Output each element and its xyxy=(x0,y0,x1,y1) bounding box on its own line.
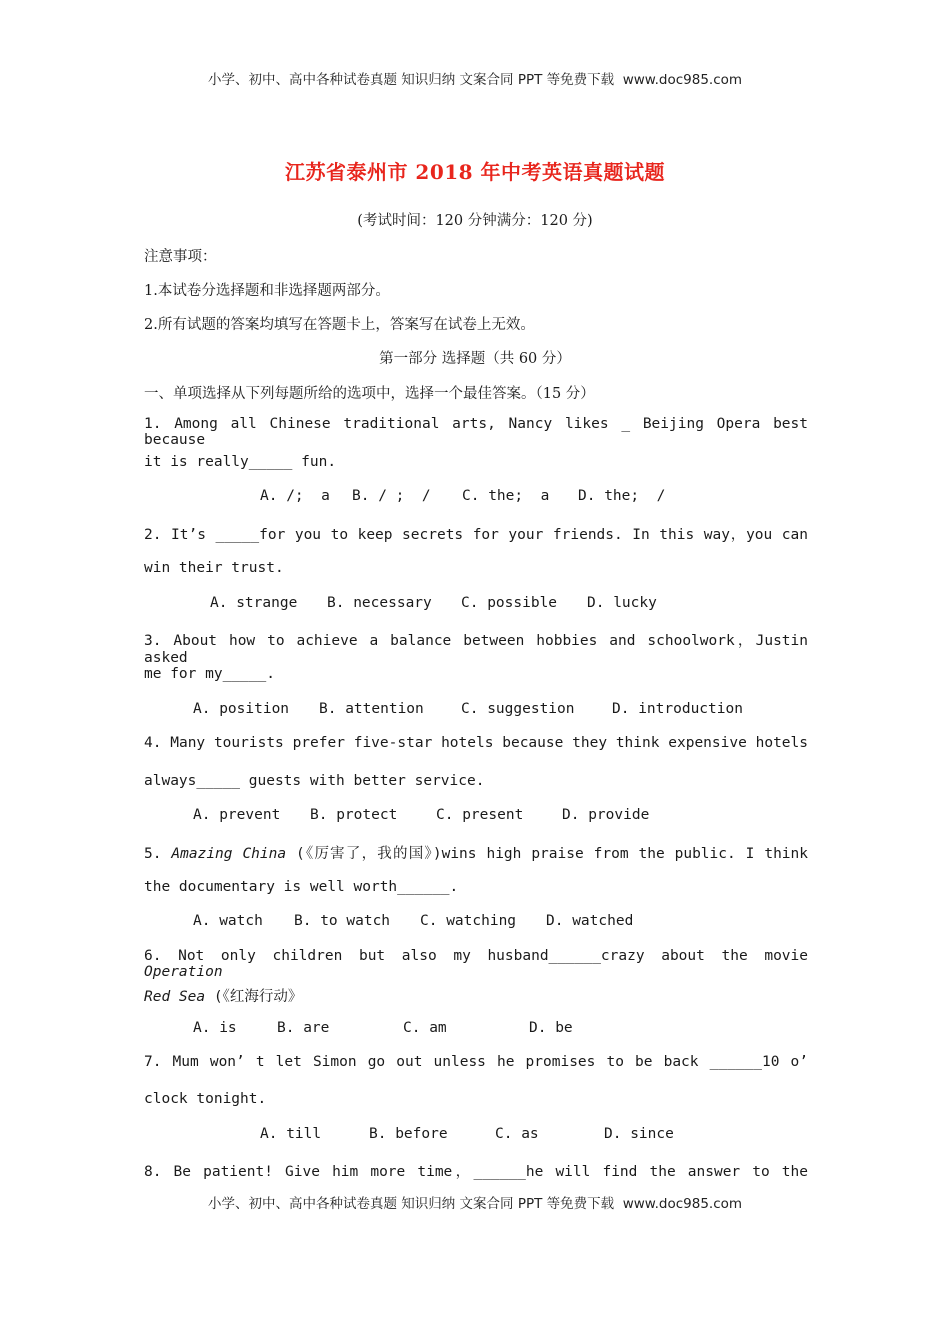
question-6-title-italic: Operation xyxy=(144,964,223,980)
question-5-options xyxy=(193,913,633,929)
option-c: C. as xyxy=(495,1126,539,1142)
page-header: 小学、初中、高中各种试卷真题 知识归纳 文案合同 PPT 等免费下载 www.doc985.com xyxy=(207,72,743,88)
option-a: A. prevent xyxy=(193,807,281,823)
exam-title: 江苏省泰州市 2018 年中考英语真题试题 xyxy=(284,160,666,184)
question-5-rest: (《厉害了，我的国》)wins high praise from the public. I think xyxy=(286,846,808,862)
notes-heading: 注意事项： xyxy=(144,249,217,265)
question-5-line2: the documentary is well worth______. xyxy=(144,879,459,895)
question-2-line1: 2. It’s _____for you to keep secrets for your friends. In this way，you can xyxy=(144,527,808,543)
option-b: B. before xyxy=(369,1126,448,1142)
question-5-title-italic: Amazing China xyxy=(171,846,287,862)
page-footer: 小学、初中、高中各种试卷真题 知识归纳 文案合同 PPT 等免费下载 www.doc985.com xyxy=(207,1196,743,1212)
option-c: C. watching xyxy=(420,913,517,929)
option-d: D. introduction xyxy=(612,701,743,717)
option-b: B. / ; / xyxy=(352,488,431,504)
question-5-number: 5. xyxy=(144,846,172,862)
option-d: D. since xyxy=(604,1126,674,1142)
question-6-title-italic-2: Red Sea xyxy=(144,989,206,1005)
note-item: 1.本试卷分选择题和非选择题两部分。 xyxy=(144,283,390,299)
option-a: A. position xyxy=(193,701,290,717)
question-4-line1: 4. Many tourists prefer five-star hotels because they think expensive hotels xyxy=(144,735,808,751)
option-a: A. watch xyxy=(193,913,263,929)
question-7-line1: 7. Mum won’ t let Simon go out unless he promises to be back ______10 o’ xyxy=(144,1054,808,1070)
option-d: D. be xyxy=(529,1020,573,1036)
option-d: D. provide xyxy=(562,807,650,823)
question-4-options xyxy=(193,807,649,823)
question-4-line2: always_____ guests with better service. xyxy=(144,773,485,789)
option-b: B. to watch xyxy=(294,913,391,929)
option-c: C. suggestion xyxy=(461,701,575,717)
option-b: B. are xyxy=(277,1020,330,1036)
question-3-options xyxy=(193,701,743,717)
option-d: D. watched xyxy=(546,913,634,929)
exam-info: (考试时间：120 分钟满分：120 分) xyxy=(357,213,593,229)
question-6-text: 6. Not only children but also my husband______crazy about the movie xyxy=(144,948,808,964)
part-title: 第一部分 选择题（共 60 分） xyxy=(379,351,571,367)
option-a: A. is xyxy=(193,1020,237,1036)
option-c: C. am xyxy=(403,1020,447,1036)
question-7-line2: clock tonight. xyxy=(144,1091,267,1107)
question-3-line2: me for my_____. xyxy=(144,666,275,682)
note-item: 2.所有试题的答案均填写在答题卡上，答案写在试卷上无效。 xyxy=(144,317,535,333)
question-1-options xyxy=(260,488,665,504)
question-6-rest: (《红海行动》 xyxy=(205,989,303,1005)
question-6-options xyxy=(193,1020,573,1036)
question-8-line1: 8. Be patient! Give him more time，______he will find the answer to the xyxy=(144,1164,808,1180)
option-d: D. the; / xyxy=(578,488,666,504)
option-c: C. possible xyxy=(461,595,558,611)
question-1-line1: 1. Among all Chinese traditional arts, Nancy likes _ Beijing Opera best because xyxy=(144,416,808,448)
section-title: 一、单项选择从下列每题所给的选项中，选择一个最佳答案。（15 分） xyxy=(144,386,595,402)
option-b: B. necessary xyxy=(327,595,432,611)
option-d: D. lucky xyxy=(587,595,657,611)
option-b: B. attention xyxy=(319,701,424,717)
option-c: C. the; a xyxy=(462,488,550,504)
option-c: C. present xyxy=(436,807,524,823)
question-3-line1: 3. About how to achieve a balance between hobbies and schoolwork，Justin asked xyxy=(144,633,808,666)
option-a: A. /; a xyxy=(260,488,330,504)
option-a: A. till xyxy=(260,1126,322,1142)
question-7-options xyxy=(260,1126,674,1142)
question-6-line1 xyxy=(144,948,808,980)
question-2-options xyxy=(210,595,657,611)
option-a: A. strange xyxy=(210,595,298,611)
question-2-line2: win their trust. xyxy=(144,560,284,576)
option-b: B. protect xyxy=(310,807,398,823)
question-1-line2: it is really_____ fun. xyxy=(144,454,337,470)
question-5-line1 xyxy=(144,842,808,863)
question-6-line2 xyxy=(144,985,302,1006)
